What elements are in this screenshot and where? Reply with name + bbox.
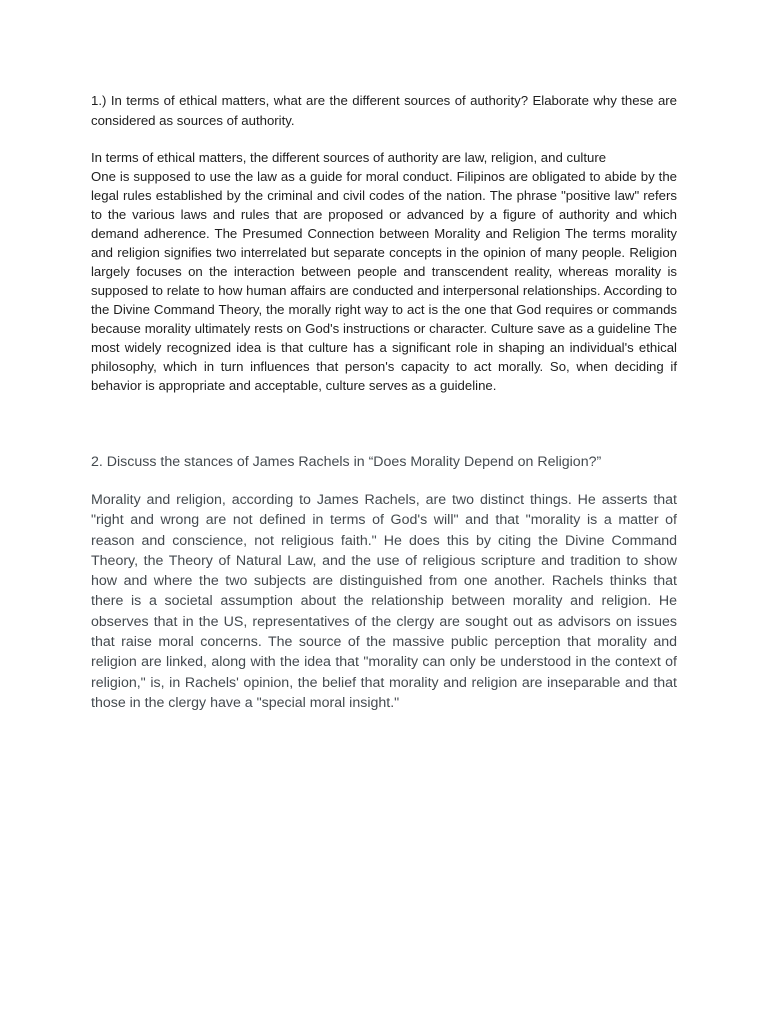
answer-1-lead: In terms of ethical matters, the different sources of authority are law, religion, and culture: [91, 150, 607, 165]
question-1: 1.) In terms of ethical matters, what are the different sources of authority? Elaborate why these are considered as sources of authority.: [91, 93, 677, 128]
answer-1-body: One is supposed to use the law as a guide for moral conduct. Filipinos are obligated to abide by the legal rules established by the criminal and civil codes of the nation. The phrase "positive law" refers to the various laws and rules that are proposed or advanced by a figure of authority and which demand adherence. The Presumed Connection between Morality and Religion The terms morality and religion signifies two interrelated but separate concepts in the opinion of many people. Religion largely focuses on the interaction between people and transcendent reality, whereas morality is supposed to relate to how human affairs are conducted and interpersonal relationships. According to the Divine Command Theory, the morally right way to act is the one that God requires or commands because morality ultimately rests on God's instructions or character. Culture save as a guideline The most widely recognized idea is that culture has a significant role in shaping an individual's ethical philosophy, which in turn influences that person's capacity to act morally. So, when deciding if behavior is appropriate and acceptable, culture serves as a guideline.: [91, 169, 677, 393]
answer-2: Morality and religion, according to James Rachels, are two distinct things. He asserts that "right and wrong are not defined in terms of God's will" and that "morality is a matter of reason and conscience, not religious faith." He does this by citing the Divine Command Theory, the Theory of Natural Law, and the use of religious scripture and tradition to show how and where the two subjects are distinguished from one another. Rachels thinks that there is a societal assumption about the relationship between morality and religion. He observes that in the US, representatives of the clergy are sought out as advisors on issues that raise moral concerns. The source of the massive public perception that morality and religion are linked, along with the idea that "morality can only be understood in the context of religion," is, in Rachels' opinion, the belief that morality and religion are inseparable and that those in the clergy have a "special moral insight.": [91, 492, 677, 711]
question-2: 2. Discuss the stances of James Rachels in “Does Morality Depend on Religion?”: [91, 454, 602, 470]
answer-1: [91, 148, 677, 395]
